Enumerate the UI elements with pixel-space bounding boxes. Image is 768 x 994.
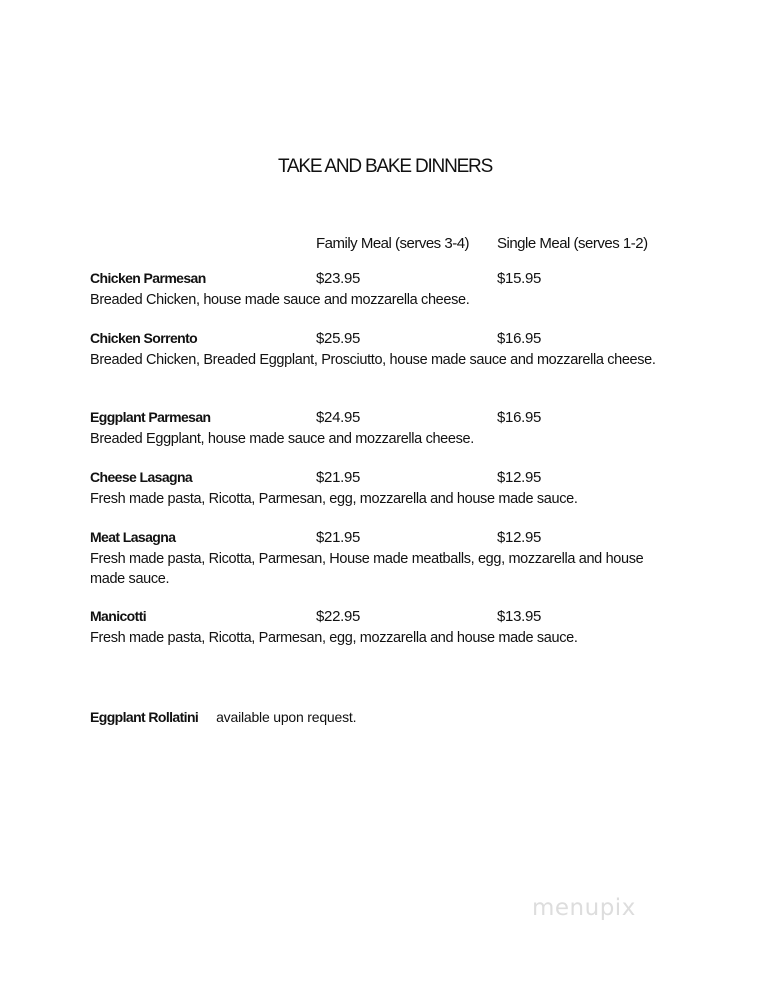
- special-item: [90, 709, 356, 725]
- special-item-note: available upon request.: [216, 709, 357, 725]
- menu-item: [90, 270, 710, 310]
- menupix-watermark: menupix: [532, 895, 636, 921]
- item-description: Fresh made pasta, Ricotta, Parmesan, egg, mozzarella and house made sauce.: [90, 630, 578, 646]
- item-name: Manicotti: [90, 608, 147, 624]
- menu-item: [90, 529, 710, 589]
- item-description: Fresh made pasta, Ricotta, Parmesan, egg, mozzarella and house made sauce.: [90, 491, 578, 507]
- single-price: $15.95: [497, 270, 542, 287]
- item-name: Chicken Sorrento: [90, 330, 198, 346]
- family-meal-column-header: Family Meal (serves 3-4): [316, 235, 470, 252]
- family-price: $21.95: [316, 469, 361, 486]
- item-name: Cheese Lasagna: [90, 469, 193, 485]
- page-title: TAKE AND BAKE DINNERS: [277, 156, 493, 177]
- menu-item: [90, 409, 710, 449]
- menu-item: [90, 469, 710, 509]
- item-name: Eggplant Parmesan: [90, 409, 211, 425]
- special-item-name: Eggplant Rollatini: [90, 709, 199, 725]
- item-description: Breaded Chicken, house made sauce and mozzarella cheese.: [90, 292, 470, 308]
- family-price: $21.95: [316, 529, 361, 546]
- item-description: Breaded Chicken, Breaded Eggplant, Prosciutto, house made sauce and mozzarella cheese.: [90, 352, 656, 368]
- family-price: $24.95: [316, 409, 361, 426]
- menu-item: [90, 330, 710, 370]
- single-price: $12.95: [497, 469, 542, 486]
- family-price: $23.95: [316, 270, 361, 287]
- single-price: $16.95: [497, 330, 542, 347]
- single-meal-column-header: Single Meal (serves 1-2): [497, 235, 648, 252]
- single-price: $12.95: [497, 529, 542, 546]
- item-description: Breaded Eggplant, house made sauce and mozzarella cheese.: [90, 431, 474, 447]
- item-description: Fresh made pasta, Ricotta, Parmesan, House made meatballs, egg, mozzarella and house made sauce.: [90, 551, 644, 587]
- single-price: $16.95: [497, 409, 542, 426]
- item-name: Chicken Parmesan: [90, 270, 206, 286]
- family-price: $25.95: [316, 330, 361, 347]
- menu-item: [90, 608, 710, 648]
- family-price: $22.95: [316, 608, 361, 625]
- item-name: Meat Lasagna: [90, 529, 176, 545]
- single-price: $13.95: [497, 608, 542, 625]
